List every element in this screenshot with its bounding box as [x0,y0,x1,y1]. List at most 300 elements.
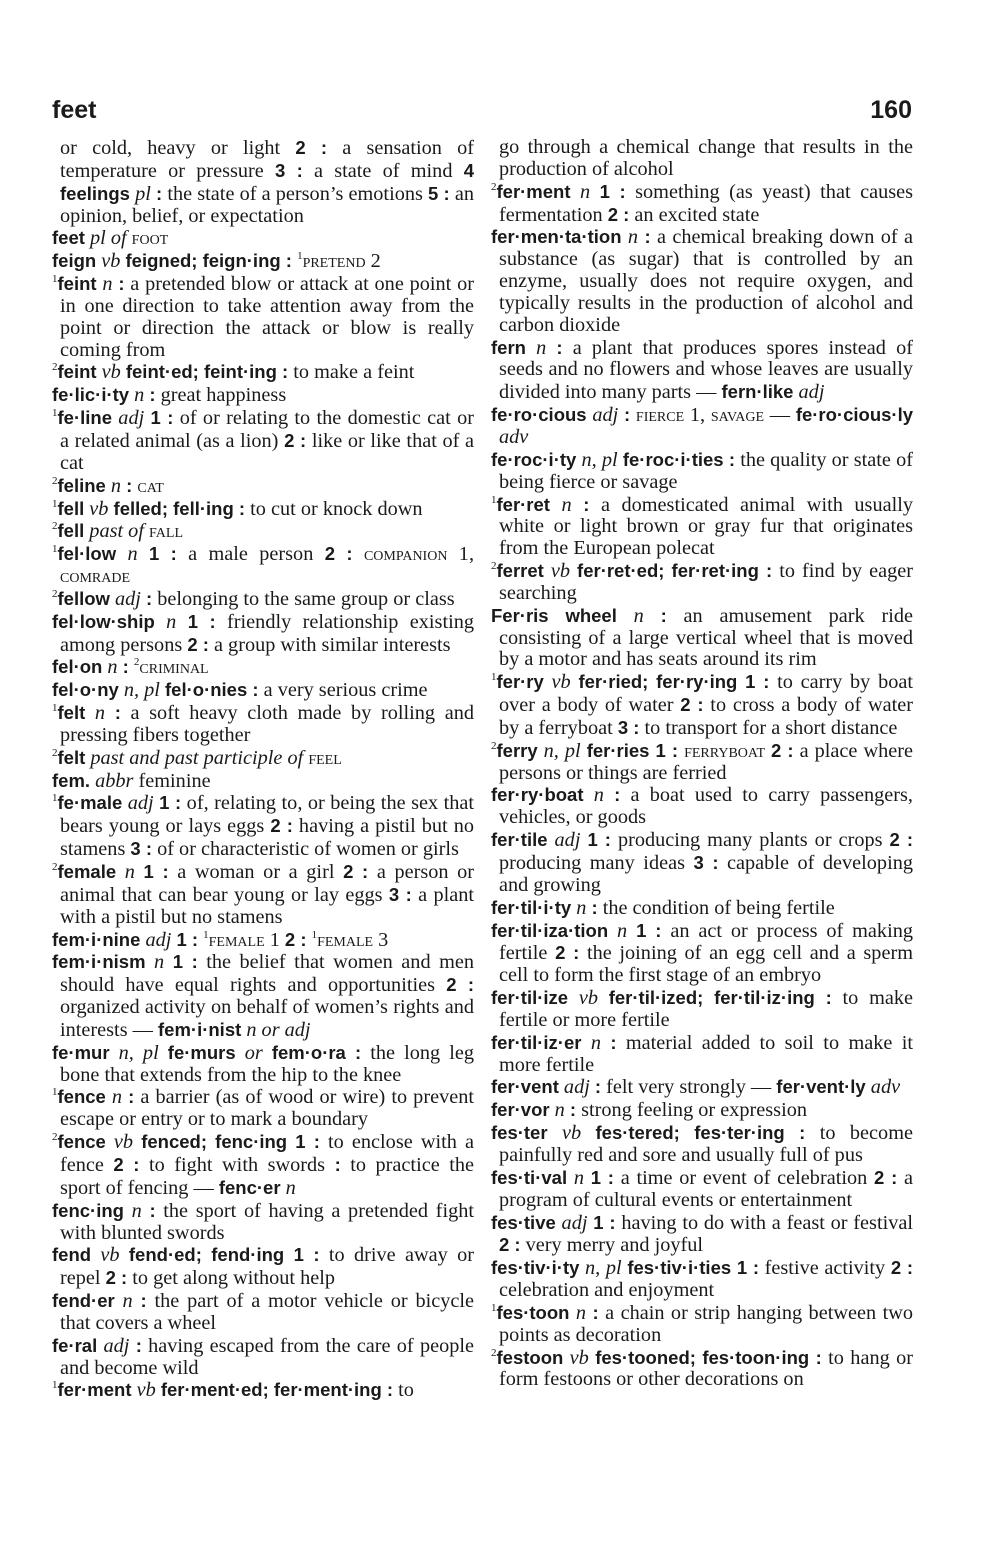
entry-bold-text: 1 : [590,1166,614,1188]
homograph-number: 2 [52,588,58,601]
entry-bold-text: fel·o·nies : [165,679,259,701]
entry-cross-reference: female [208,928,265,951]
dictionary-entry [491,897,913,920]
entry-bold-text: : [135,1334,142,1356]
entry-bold-text: fence [57,1086,106,1108]
homograph-number: 1 [52,792,58,805]
entry-bold-text: 4 feelings [60,159,474,204]
entry-bold-text: : [126,474,133,496]
entry-bold-text: 1 : [150,407,174,429]
entry-bold-text: feint [57,361,97,383]
entry-bold-text: fer·til·ize [491,987,569,1009]
dictionary-entry [52,1244,474,1290]
entry-bold-text: : [128,1086,135,1108]
entry-bold-text: fes·ti·val [491,1166,568,1188]
entry-bold-text: 2 : [284,928,307,950]
dictionary-entry [491,1122,913,1167]
entry-cross-reference: cat [137,474,164,497]
homograph-number: 1 [52,1086,58,1099]
homograph-number: 2 [52,520,58,533]
entry-bold-text: fenc·ing [52,1199,124,1221]
entry-cross-reference: fall [149,520,183,543]
entry-italic-text: n, pl [579,1257,628,1280]
entry-italic-text: adj [555,1211,594,1234]
entry-text: of, relating to, or being the sex that bears young or lays eggs [60,792,474,838]
entry-italic-text: n [621,226,645,249]
entry-text: a plant with a pistil but no stamens [60,883,474,928]
entry-italic-text: n [105,474,127,497]
entry-bold-text: fer·vent·ly [776,1076,866,1098]
entry-text: a woman or a girl [168,861,344,883]
entry-bold-text: feint [57,273,97,295]
entry-italic-text: or [235,1041,272,1064]
entry-bold-text: fer·vor [491,1099,550,1121]
entry-italic-text: adv [499,425,529,448]
entry-bold-text: : [583,493,590,515]
dictionary-entry [491,449,913,494]
entry-text: 1, [684,404,711,427]
entry-italic-text: n or adj [241,1018,311,1041]
entry-bold-text: fer·til·i·ty [491,896,572,918]
entry-text: the sport of having a pretended fight with blunted swords [60,1199,474,1244]
homograph-number: 2 [491,740,497,753]
entry-bold-text: 1 : [176,928,199,950]
dictionary-entry [491,226,913,336]
entry-bold-text: fend·er [52,1290,115,1312]
entry-bold-text: 1 : [148,543,177,565]
entry-bold-text: fe·lic·i·ty [52,384,130,406]
entry-bold-text: 2 : [607,203,630,225]
entry-bold-text: feigned; feign·ing : [125,250,292,272]
entry-bold-text: 1 : [159,792,182,814]
entry-bold-text: 1 : [599,180,626,202]
homograph-number: 2 [52,1131,58,1144]
entry-bold-text: 3 : [275,159,303,181]
page-header [52,96,912,130]
entry-italic-text: n [154,610,188,633]
entry-bold-text: fer·ret·ed; fer·ret·ing : [577,560,773,582]
dictionary-entry [491,137,913,181]
dictionary-entry [52,1200,474,1245]
entry-bold-text: : [610,1031,617,1053]
entry-italic-text: adj [109,587,146,610]
entry-cross-reference: pretend [302,250,366,273]
entry-bold-text: feet [52,227,85,249]
entry-italic-text: n [105,1086,129,1109]
dictionary-entry [491,1167,913,1212]
entry-text: belonging to the same group or class [152,587,455,610]
entry-bold-text: fe·roc·i·ty [491,448,577,470]
entry-bold-text: fe·line [57,407,112,429]
entry-italic-text: n [570,180,600,203]
entry-text: a barrier (as of wood or wire) to prevent escape or entry or to mark a boundary [60,1086,475,1131]
entry-cross-reference: companion [363,543,448,566]
entry-text: having to do with a feast or festival [615,1211,913,1234]
entry-text [353,543,364,565]
entry-bold-text: fes·tive [491,1211,556,1233]
homograph-number: 2 [52,747,58,760]
dictionary-entry [491,740,913,785]
entry-italic-text: adj [111,407,151,430]
entry-bold-text: fel·on [52,656,103,678]
dictionary-entry [491,1076,913,1099]
entry-bold-text: fel·low [57,543,117,565]
dictionary-entry [52,384,474,407]
entry-text: to [393,1379,414,1402]
entry-bold-text: fes·ter [491,1122,548,1144]
entry-text: a boat used to carry passengers, vehicles, or goods [499,784,914,829]
entry-bold-text: fern [491,336,526,358]
entry-bold-text: festoon [496,1346,564,1368]
entry-bold-text: 1 : [587,829,611,851]
entry-bold-text: : [140,1290,147,1312]
dictionary-entry [491,671,913,740]
entry-bold-text: fe·ral [52,1334,98,1356]
entry-bold-text: : [594,1076,602,1098]
dictionary-entry [52,273,474,361]
entry-bold-text: 2 : [284,429,307,451]
entry-cross-reference: foot [131,227,169,250]
entry-bold-text: fenced; fenc·ing 1 : [141,1131,320,1153]
entry-bold-text: fem·i·nine [52,928,141,950]
entry-italic-text: vb [568,987,609,1010]
entry-text: having escaped from the care of people and become wild [60,1334,474,1379]
entry-text: the state of a person’s emotions [162,182,429,205]
left-column [52,137,474,1402]
entry-text: a male person [176,543,325,566]
entry-text: to practice the sport of fencing — [60,1153,474,1199]
entry-cross-reference: savage [710,404,765,427]
entry-bold-text: fes·toon [496,1301,570,1323]
entry-bold-text: fe·mur [52,1041,110,1063]
entry-text: 1, [447,543,475,566]
homograph-number: 1 [52,497,58,510]
entry-italic-text: n [525,336,557,359]
dictionary-entry [52,656,474,679]
entry-bold-text: fe·ro·cious·ly [795,404,913,426]
entry-italic-text: past and past participle of [85,746,309,769]
dictionary-entry [52,520,474,543]
entry-text: of or relating to the domestic cat or a related animal (as a lion) [60,407,474,452]
guide-word: feet [52,96,97,124]
dictionary-entry [491,181,913,227]
dictionary-entry [491,920,913,988]
entry-bold-text: 3 : [693,852,719,873]
homograph-number: 2 [52,861,58,874]
dictionary-entry [52,747,474,770]
entry-bold-text: 2 : [187,633,209,655]
homograph-number: 1 [491,671,497,684]
entry-text: to become painfully red and sore and usually full of pus [499,1122,913,1166]
entry-italic-text: abbr [90,769,139,792]
entry-bold-text: fes·tered; fes·ter·ing : [595,1122,806,1144]
page-number: 160 [870,96,912,124]
entry-bold-text: fel·low·ship [52,610,155,632]
entry-bold-text: fer·tile [491,829,548,851]
entry-text: a domesticated animal with usually white or light brown or gray fur that originates from the European polecat [499,493,913,560]
dictionary-entry [491,560,913,605]
entry-text: something (as yeast) that causes fermentation [499,180,914,226]
entry-text: very merry and joyful [520,1234,704,1257]
dictionary-entry [491,1032,913,1077]
entry-italic-text: n [116,543,149,566]
homograph-number: 1 [52,1379,58,1392]
entry-text: friendly relationship existing among persons [60,610,475,656]
entry-bold-text: fem. [52,769,91,791]
dictionary-entry [52,588,474,611]
entry-text: — [764,404,796,427]
entry-text: organized activity on behalf of women’s rights and interests — [60,996,474,1041]
entry-bold-text: ferret [496,560,544,582]
entry-italic-text: adj [586,404,624,427]
entry-cross-reference: comrade [60,565,131,588]
entry-cross-reference: female [317,928,374,951]
entry-bold-text: : [556,336,563,358]
entry-text: a state of mind [302,159,464,182]
entry-text: a chemical breaking down of a substance (as sugar) that is controlled by an enzyme, usually does not require oxygen, and typically results in the production of alcohol and carbon dioxide [499,226,913,336]
entry-cross-reference: feel [308,746,342,769]
entry-bold-text: 2 : [270,815,293,837]
entry-bold-text: fer·ment·ed; fer·ment·ing : [160,1379,394,1401]
entry-italic-text: pl of [84,227,132,250]
dictionary-entry [491,1347,913,1392]
entry-bold-text: fer·til·ized; fer·til·iz·ing : [608,987,832,1009]
entry-text: to make a feint [288,361,415,384]
entry-italic-text: n [96,273,119,296]
entry-bold-text: : [114,702,121,724]
entry-text: the condition of being fertile [597,896,835,919]
entry-bold-text: fer·ment [57,1379,132,1401]
entry-text: feminine [138,769,211,792]
homograph-number: 1 [52,702,58,715]
entry-bold-text: 3 : [130,838,153,860]
entry-bold-text: 1 : [593,1211,616,1233]
entry-italic-text: n, pl [537,739,587,762]
dictionary-entry [491,494,913,561]
entry-italic-text: n [583,784,615,807]
entry-text: a chain or strip hanging between two points as decoration [499,1301,913,1346]
entry-bold-text: fer·ried; fer·ry·ing 1 : [578,671,770,693]
homograph-number: 1 [52,407,58,420]
entry-bold-text: felled; fell·ing : [113,497,246,519]
entry-bold-text: fer·til·iza·tion [491,919,609,941]
entry-text: the quality or state of being fierce or savage [499,448,913,493]
entry-italic-text: n [129,384,150,407]
entry-text: of or characteristic of women or girls [152,838,459,861]
entry-italic-text: n [102,656,123,679]
entry-bold-text: : [644,226,651,248]
entry-bold-text: feint·ed; feint·ing : [125,361,289,383]
entry-text: to make fertile or more fertile [499,987,913,1031]
entry-text: an amusement park ride consisting of a large vertical wheel that is moved by a motor and has seats around its rim [499,604,914,671]
entry-bold-text: 2 : [889,829,913,851]
entry-cross-reference: criminal [139,656,209,679]
entry-bold-text: : [150,182,163,204]
entry-text: a place where persons or things are ferried [499,739,913,784]
dictionary-entry [52,137,474,227]
entry-bold-text: 1 : [143,861,169,882]
entry-bold-text: fer·men·ta·tion [491,226,622,248]
entry-text: go through a chemical change that results in the production of alcohol [499,136,913,180]
dictionary-entry [491,337,913,405]
entry-text: to transport for a short distance [639,716,898,739]
dictionary-entry [491,784,913,829]
entry-bold-text: fe·murs [167,1041,236,1063]
dictionary-entry [52,861,474,929]
entry-bold-text: fend·ed; fend·ing 1 : [128,1244,320,1266]
entry-bold-text: 2 : [295,137,328,158]
entry-bold-text: fer·vent [491,1076,559,1098]
entry-italic-text: n [569,1301,593,1324]
entry-bold-text: fe·male [57,792,123,814]
entry-italic-text: adj [140,928,177,951]
entry-text: an act or process of making fertile [499,919,913,965]
dictionary-entry [52,1335,474,1380]
entry-italic-text: adj [793,381,825,404]
entry-text: the part of a motor vehicle or bicycle that covers a wheel [60,1290,474,1334]
entry-bold-text: 1 : [172,951,198,973]
entry-bold-text: fell [57,520,85,542]
homograph-number: 1 [491,1302,497,1315]
entry-bold-text: fem·o·ra : [271,1041,362,1063]
homograph-number: 1 [52,273,58,286]
dictionary-entry [52,498,474,521]
entry-italic-text: n [567,1166,591,1189]
dictionary-entry [491,605,913,672]
entry-text: a time or event of celebration [613,1166,874,1189]
dictionary-entry [52,475,474,498]
homograph-number: 2 [133,656,140,669]
entry-bold-text: 3 : [617,716,640,738]
entry-bold-text: : [118,273,125,295]
entry-cross-reference: fierce [635,404,685,427]
entry-bold-text: ferry [496,739,538,761]
dictionary-entry [491,1099,913,1122]
entry-text: a program of cultural events or entertainment [499,1166,914,1211]
entry-text: a very serious crime [258,679,428,702]
entry-text: to find by eager searching [499,560,913,604]
entry-text: 2 [365,250,381,273]
dictionary-entry [52,1131,474,1200]
entry-text: 1 [264,928,285,951]
entry-italic-text: n [280,1176,296,1199]
entry-italic-text: n [571,896,592,919]
dictionary-entry [491,1212,913,1258]
homograph-number: 1 [491,493,497,506]
entry-italic-text: vb [543,671,579,694]
entry-italic-text: vb [96,250,126,273]
entry-bold-text: Fer·ris wheel [491,604,617,626]
entry-bold-text: : [145,587,153,609]
dictionary-entry [52,1379,474,1402]
dictionary-entry [491,1257,913,1302]
entry-bold-text: 2 : [499,1234,521,1256]
entry-bold-text: felt [57,746,86,768]
entry-text: a pretended blow or attack at one point or in one direction to take attention away from the point or direction the attack or blow is really coming from [60,273,474,361]
dictionary-entry [52,702,474,747]
entry-bold-text: 2 : [324,543,353,565]
entry-text: to get along without help [127,1267,336,1290]
entry-italic-text: n [145,951,173,974]
entry-bold-text: : [569,1099,577,1121]
entry-text: strong feeling or expression [576,1099,807,1122]
entry-text: or cold, heavy or light [60,137,296,159]
entry-text: great happiness [155,384,287,407]
entry-bold-text: fer·ries 1 : [586,739,679,761]
entry-bold-text: 2 : [343,861,369,882]
entry-text: an opinion, belief, or expectation [60,182,474,227]
dictionary-entry [52,951,474,1041]
entry-bold-text: : [614,784,621,806]
entry-bold-text: 2 : [555,942,580,964]
homograph-number: 2 [491,560,497,573]
homograph-number: 1 [311,928,318,941]
entry-text: having a pistil but no stamens [60,815,474,861]
entry-italic-text: n [549,1099,570,1122]
entry-text: to fight with swords [139,1153,335,1176]
entry-bold-text: : [149,384,156,406]
dictionary-entry [52,1290,474,1335]
dictionary-entry [52,679,474,702]
entry-bold-text: felt [57,702,86,724]
entry-bold-text: 5 : [428,182,450,204]
entry-bold-text: fes·tooned; fes·toon·ing : [595,1346,822,1368]
entry-text: like or like that of a cat [60,429,474,474]
dictionary-entry [52,1086,474,1131]
entry-text: a soft heavy cloth made by rolling and pressing fibers together [60,702,474,746]
entry-bold-text: 2 : [680,694,704,716]
entry-italic-text: adj [97,1334,136,1357]
entry-text: a sensation of temperature or pressure [60,137,475,182]
entry-bold-text: fes·tiv·i·ties 1 : [627,1257,760,1279]
entry-italic-text: n [581,1031,611,1054]
entry-bold-text: feline [57,474,106,496]
entry-italic-text: vb [563,1346,596,1369]
entry-bold-text: fern·like [721,381,794,403]
entry-italic-text: n [116,861,144,883]
entry-italic-text: n, pl [576,448,623,471]
dictionary-entry [52,929,474,952]
right-column [491,137,913,1391]
entry-bold-text: : [149,1199,156,1221]
entry-italic-text: n [85,702,115,725]
entry-italic-text: vb [105,1131,142,1154]
entry-text: the belief that women and men should have equal rights and opportunities [60,951,475,997]
entry-bold-text: female [57,861,117,882]
dictionary-entry [491,1302,913,1347]
entry-italic-text: past of [84,520,150,543]
entry-text: a person or animal that can bear young or lay eggs [60,861,475,906]
entry-text: to cross a body of water by a ferryboat [499,694,914,739]
entry-bold-text: fence [57,1131,106,1153]
dictionary-entry [52,407,474,475]
homograph-number: 2 [52,361,58,374]
entry-italic-text: vb [91,1244,129,1267]
entry-bold-text: fer·ret [496,493,550,515]
entry-bold-text: fe·roc·i·ties : [622,448,736,470]
entry-text: felt very strongly — [601,1076,777,1099]
homograph-number: 2 [52,474,58,487]
homograph-number: 2 [491,180,497,193]
entry-bold-text: fe·ro·cious [491,404,587,426]
dictionary-entry [491,829,913,897]
dictionary-entry [52,250,474,273]
entry-bold-text: 1 : [187,610,216,632]
entry-bold-text: 2 : [874,1166,898,1188]
entry-text: to hang or form festoons or other decorations on [499,1346,913,1391]
entry-bold-text: fem·i·nist [158,1018,242,1040]
homograph-number: 2 [491,1346,497,1359]
